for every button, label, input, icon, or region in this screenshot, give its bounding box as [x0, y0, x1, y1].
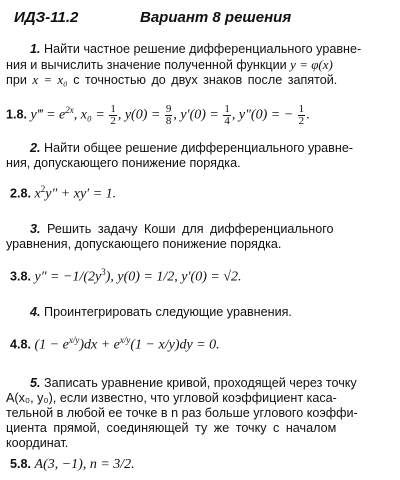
task1-y0-frac [165, 104, 173, 127]
task1-text-3a: при [6, 73, 27, 87]
task4-case [10, 336, 220, 353]
task5-line4: циента прямой, соединяющей ту же точку с началом [6, 421, 337, 435]
frac-den: 2 [110, 115, 116, 127]
task1-function: y = φ(x) [290, 57, 333, 72]
frac-den: 2 [298, 115, 305, 127]
task1-x0-frac [109, 104, 117, 127]
task1-text-1: Найти частное решение дифференциального уравне- [44, 42, 362, 56]
task5-line3: тельной в любой ее точке в n раз больше углового коэффи- [6, 406, 358, 420]
task5-line1 [30, 377, 357, 390]
task4-text-1: Проинтегрировать следующие уравнения. [44, 305, 292, 319]
frac-num: 1 [298, 103, 305, 115]
variant-title: Вариант 8 решения [140, 9, 292, 26]
task1-x0: x = x₀ [32, 72, 68, 87]
task1-x0-label: , x₀ = [73, 107, 105, 123]
document-title: ИДЗ-11.2 [14, 9, 79, 26]
task5-line2: A(x₀, y₀), если известно, что угловой коэффициент каса- [6, 391, 337, 405]
task1-y1-frac [223, 104, 231, 127]
task3-line2: уравнения, допускающего понижение порядка. [6, 237, 282, 251]
task4-eq-sup1: x/y [68, 335, 80, 345]
task4-case-label: 4.8. [10, 337, 32, 352]
task1-eq: y‴ = e [30, 107, 66, 123]
task4-eq-b: )dx + e [79, 337, 120, 353]
task5-number: 5. [30, 376, 41, 390]
task2-line2: ния, допускающего понижение порядка. [6, 156, 241, 170]
task1-exp: 2x [65, 105, 74, 116]
task4-line1 [30, 306, 292, 319]
task1-y0-label: , y(0) = [117, 107, 161, 123]
task2-line1 [30, 142, 353, 155]
task3-eq-a: y″ = −1/(2y [34, 269, 102, 285]
task2-text-1: Найти общее решение дифференциального уравне- [44, 141, 354, 155]
task5-eq: A(3, −1), n = 3/2. [34, 457, 135, 472]
task2-case-label: 2.8. [10, 186, 32, 201]
task5-case [10, 458, 135, 472]
frac-den: 4 [224, 115, 230, 127]
task4-eq-c: (1 − x/y)dy = 0. [130, 337, 220, 353]
task1-line3 [6, 73, 337, 87]
task1-text-3b: с точностью до двух знаков после запятой. [73, 73, 338, 87]
task2-case [10, 185, 116, 202]
task4-number: 4. [30, 305, 41, 319]
task3-text-1: Решить задачу Коши для дифференциального [47, 222, 334, 236]
task3-eq-b: ), y(0) = 1/2, y′(0) = √2. [105, 269, 242, 285]
frac-num: 1 [110, 103, 116, 115]
task5-text-1: Записать уравнение кривой, проходящей через точку [44, 376, 357, 390]
task1-y1-label: , y′(0) = [173, 107, 219, 123]
task2-number: 2. [30, 141, 41, 155]
task2-eq-a: x [34, 186, 41, 202]
task2-eq-b: y″ + xy′ = 1. [45, 186, 117, 202]
task1-y2-frac [298, 104, 306, 127]
task3-number: 3. [30, 222, 41, 236]
task1-line1 [30, 43, 361, 56]
task1-text-2: ния и вычислить значение полученной функции [6, 58, 287, 72]
task1-y2-label: , y″(0) = − [231, 107, 294, 123]
task4-eq-a: (1 − e [34, 337, 69, 353]
frac-num: 1 [224, 103, 230, 115]
task1-case-label: 1.8. [6, 107, 28, 122]
task1-end: . [306, 107, 310, 123]
task3-case-label: 3.8. [10, 269, 32, 284]
task4-eq-sup2: x/y [119, 335, 131, 345]
task1-number: 1. [30, 42, 41, 56]
task3-case [10, 268, 242, 285]
task1-case [6, 104, 310, 127]
task5-line5: координат. [6, 436, 69, 450]
task2-eq-sup: 2 [40, 184, 46, 194]
task1-line2 [6, 58, 333, 72]
task3-line1 [30, 223, 334, 236]
frac-den: 8 [165, 115, 172, 127]
task3-eq-sup: 3 [101, 267, 106, 277]
frac-num: 9 [165, 103, 172, 115]
task5-case-label: 5.8. [10, 457, 32, 471]
